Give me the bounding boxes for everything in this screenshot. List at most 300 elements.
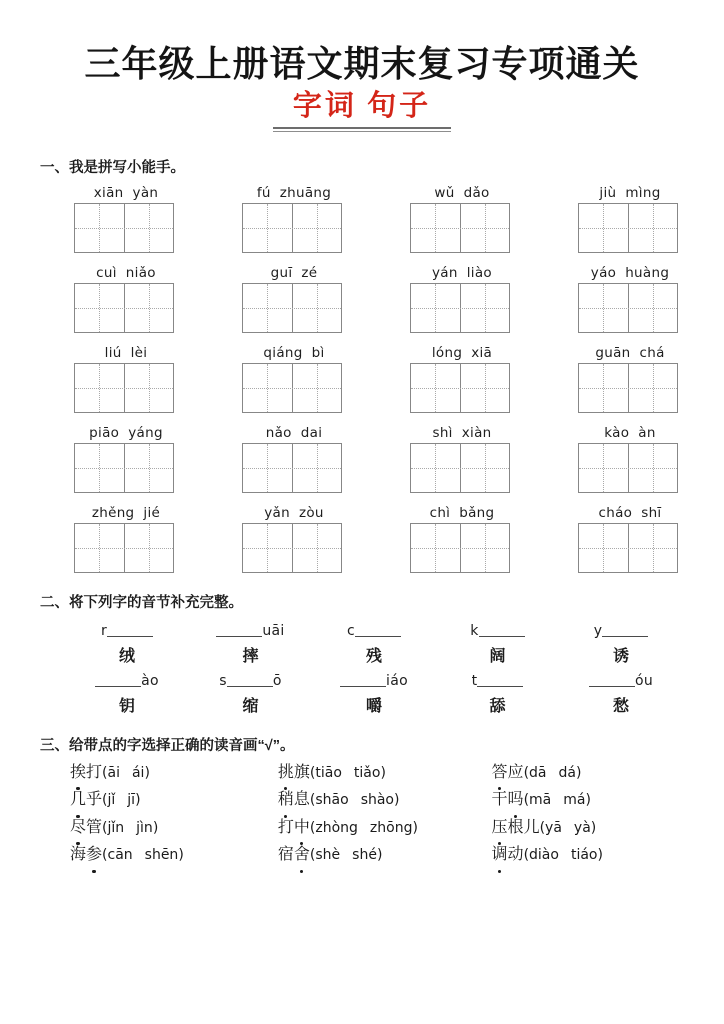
pinyin-syllable: cháo [598,504,633,521]
dotted-character: 压 [492,817,508,839]
tianzige-cell[interactable] [75,444,124,492]
tianzige-writing-grid[interactable] [578,523,678,573]
syllable-blank-line [68,620,186,642]
syllable-blank-line [315,620,433,642]
reading-option[interactable]: zhòng [315,819,358,836]
reading-option[interactable]: āi [107,764,120,781]
pinyin-syllable: kào [604,424,630,441]
reading-word [278,791,310,808]
syllable-blank[interactable] [107,621,153,637]
syllable-item [562,620,680,670]
pinyin-row [40,343,684,413]
tianzige-writing-grid[interactable] [410,203,510,253]
pinyin-label [410,423,514,443]
paren-open: ( [523,792,530,809]
pinyin-word-item [242,503,346,573]
paren-open: ( [309,819,316,836]
reading-option[interactable]: dá [558,764,576,781]
reading-option[interactable]: shè [315,847,341,864]
reading-option[interactable]: jǐ [107,792,116,809]
syllable-item [68,620,186,670]
tianzige-cell[interactable] [579,284,628,332]
syllable-row [40,620,684,670]
reading-row [70,844,684,866]
pinyin-syllable: fú [256,184,271,201]
reading-word [492,764,524,781]
tianzige-cell[interactable] [411,284,460,332]
pinyin-syllable: chá [639,344,665,361]
reading-option[interactable]: diào [529,847,559,864]
syllable-blank-line [315,670,433,692]
reading-option[interactable]: má [563,792,586,809]
syllable-blank[interactable] [479,621,525,637]
reading-word [70,764,102,781]
pinyin-word-item [242,423,346,493]
syllable-prefix: c [347,622,355,639]
pinyin-syllable: liào [466,264,492,281]
tianzige-cell[interactable] [292,204,342,252]
pinyin-label [578,503,682,523]
pinyin-word-item [578,503,682,573]
pinyin-word-item [410,183,514,253]
syllable-hanzi: 缩 [242,697,259,715]
dotted-character: 调 [492,844,508,866]
syllable-prefix: t [471,672,478,689]
syllable-hanzi: 摔 [242,647,259,665]
syllable-hanzi: 舔 [489,697,506,715]
reading-option[interactable]: shé [352,847,377,864]
pinyin-syllable: bǎng [459,504,495,521]
reading-choice-item [70,762,278,784]
tianzige-cell[interactable] [628,204,678,252]
syllable-row [40,670,684,720]
tianzige-cell[interactable] [75,364,124,412]
paren-close: ) [178,847,184,864]
reading-option[interactable]: dā [529,764,547,781]
syllable-blank[interactable] [95,671,141,687]
pinyin-label [578,343,682,363]
reading-choice-item [492,762,684,784]
tianzige-writing-grid[interactable] [410,363,510,413]
reading-choice-exercise [40,762,684,866]
paren-close: ) [590,819,597,836]
reading-option[interactable]: mā [529,792,552,809]
tianzige-writing-grid[interactable] [578,363,678,413]
pinyin-syllable: huàng [625,264,670,281]
pinyin-row [40,183,684,253]
pinyin-word-item [74,503,178,573]
reading-word [492,846,524,863]
tianzige-cell[interactable] [124,284,174,332]
tianzige-cell[interactable] [124,364,174,412]
word-character: 乎 [86,791,103,809]
pinyin-syllable: zé [301,264,318,281]
syllable-item [192,670,310,720]
reading-option[interactable]: shāo [315,792,349,809]
reading-option[interactable]: shào [360,792,394,809]
subtitle-block [273,90,451,131]
tianzige-cell[interactable] [292,524,342,572]
syllable-blank[interactable] [340,671,386,687]
syllable-blank-line [439,670,557,692]
syllable-blank-line [192,670,310,692]
tianzige-cell[interactable] [124,444,174,492]
tianzige-cell[interactable] [411,364,460,412]
dotted-character: 几 [70,789,86,811]
pinyin-word-item [578,343,682,413]
reading-word [278,819,310,836]
pinyin-syllable: zhěng [91,504,135,521]
reading-options [524,765,582,781]
paren-close: ) [412,819,418,836]
syllable-blank-line [192,620,310,642]
tianzige-cell[interactable] [243,364,292,412]
reading-options [102,820,158,836]
syllable-item [315,670,433,720]
reading-choice-item [278,844,492,866]
reading-word [70,791,102,808]
word-character: 打 [86,763,103,781]
syllable-item [192,620,310,670]
syllable-hanzi: 阔 [489,647,506,665]
pinyin-syllable: àn [638,424,656,441]
syllable-item [439,620,557,670]
tianzige-cell[interactable] [579,444,628,492]
tianzige-cell[interactable] [628,444,678,492]
word-character: 旗 [293,763,310,781]
paren-close: ) [376,847,383,864]
paren-open: ( [523,764,530,781]
reading-word [278,846,310,863]
pinyin-label [242,183,346,203]
word-character: 干 [491,791,508,809]
tianzige-writing-grid[interactable] [242,523,342,573]
word-character: 管 [86,818,103,836]
pinyin-syllable: chì [429,504,451,521]
paren-open: ( [309,764,316,781]
pinyin-label [74,343,178,363]
syllable-suffix: iáo [386,672,408,689]
syllable-prefix: y [593,622,603,639]
syllable-hanzi: 嚼 [365,697,382,715]
reading-options [524,847,603,863]
pinyin-syllable: liú [104,344,122,361]
tianzige-cell[interactable] [628,524,678,572]
paren-close: ) [144,764,150,781]
tianzige-cell[interactable] [292,364,342,412]
pinyin-syllable: dǎo [463,184,490,201]
reading-options [310,820,418,836]
pinyin-syllable: guān [595,344,631,361]
tianzige-cell[interactable] [75,284,124,332]
pinyin-syllable: mìng [625,184,661,201]
pinyin-label [578,423,682,443]
reading-option[interactable]: tiáo [570,847,598,864]
reading-option[interactable]: cān [107,847,133,864]
syllable-blank-line [562,620,680,642]
syllable-blank[interactable] [355,621,401,637]
pinyin-label [578,263,682,283]
pinyin-row [40,423,684,493]
reading-word [70,819,102,836]
reading-option[interactable]: zhōng [369,819,413,836]
pinyin-word-item [74,343,178,413]
reading-choice-item [70,844,278,866]
syllable-hanzi: 残 [365,647,382,665]
tianzige-cell[interactable] [243,284,292,332]
word-character: 宿 [277,846,294,864]
reading-choice-item [70,789,278,811]
pinyin-word-item [242,263,346,333]
pinyin-label [242,423,346,443]
syllable-blank[interactable] [602,621,648,637]
dotted-character: 挨 [70,762,86,784]
paren-open: ( [102,792,108,809]
pinyin-syllable: piāo [89,424,120,441]
pinyin-word-item [410,263,514,333]
pinyin-syllable: jiù [599,184,617,201]
tianzige-cell[interactable] [460,204,510,252]
reading-choice-item [278,789,492,811]
reading-options [310,765,386,781]
tianzige-writing-grid[interactable] [74,363,174,413]
reading-word [492,791,524,808]
tianzige-writing-grid[interactable] [410,523,510,573]
word-character: 息 [293,791,310,809]
pinyin-syllable: guī [270,264,293,281]
pinyin-word-item [410,343,514,413]
reading-option[interactable]: shēn [144,847,179,864]
tianzige-writing-grid[interactable] [578,283,678,333]
dotted-character: 尽 [70,817,86,839]
tianzige-cell[interactable] [243,524,292,572]
pinyin-syllable: xiàn [461,424,492,441]
tianzige-writing-grid[interactable] [410,283,510,333]
pinyin-syllable: zòu [298,504,324,521]
reading-option[interactable]: jìn [136,819,153,836]
word-character: 动 [507,846,524,864]
reading-options [102,792,141,808]
reading-option[interactable]: tiāo [315,764,342,781]
syllable-item [315,620,433,670]
word-character: 根 [507,818,524,836]
syllable-blank-line [439,620,557,642]
tianzige-cell[interactable] [628,364,678,412]
pinyin-word-item [578,183,682,253]
syllable-blank-line [562,670,680,692]
reading-choice-item [492,789,684,811]
reading-option[interactable]: jī [127,792,136,809]
tianzige-cell[interactable] [460,444,510,492]
pinyin-syllable: bì [311,344,325,361]
page-title: 三年级上册语文期末复习专项通关 [84,44,640,84]
title-block [40,0,684,132]
pinyin-label [410,183,514,203]
pinyin-syllable: jié [143,504,161,521]
subtitle-underline [273,127,451,132]
syllable-blank[interactable] [227,671,273,687]
section-1-heading: 一、我是拼写小能手。 [40,159,185,176]
word-character: 儿 [523,818,540,836]
word-character: 海 [70,846,87,864]
tianzige-cell[interactable] [292,284,342,332]
reading-option[interactable]: tiǎo [353,764,381,781]
syllable-hanzi: 绒 [118,647,135,665]
paren-close: ) [135,792,141,809]
pinyin-word-item [578,263,682,333]
paren-open: ( [102,764,108,781]
tianzige-writing-grid[interactable] [578,443,678,493]
section-3-heading: 三、给带点的字选择正确的读音画“√”。 [40,737,295,754]
pinyin-word-item [242,183,346,253]
paren-close: ) [394,792,400,809]
reading-options [102,765,150,781]
syllable-blank-line [68,670,186,692]
pinyin-exercise [40,183,684,573]
reading-options [540,820,597,836]
tianzige-cell[interactable] [124,204,174,252]
pinyin-syllable: yáo [590,264,617,281]
page-subtitle: 字词 句子 [292,90,432,123]
syllable-hanzi: 钥 [118,697,135,715]
syllable-item [562,670,680,720]
tianzige-writing-grid[interactable] [242,363,342,413]
tianzige-cell[interactable] [292,444,342,492]
syllable-prefix: r [100,622,108,639]
pinyin-syllable: niǎo [125,264,156,281]
reading-choice-item [278,817,492,839]
pinyin-syllable: nǎo [265,424,292,441]
paren-open: ( [309,792,316,809]
pinyin-syllable: yàn [132,184,159,201]
reading-option[interactable]: yā [545,819,562,836]
syllable-suffix: ào [141,672,159,689]
reading-choice-item [70,817,278,839]
reading-row [70,789,684,811]
reading-options [310,792,400,808]
tianzige-writing-grid[interactable] [74,523,174,573]
syllable-suffix: ō [272,672,282,689]
pinyin-syllable: shì [432,424,453,441]
pinyin-syllable: xiān [93,184,124,201]
pinyin-row [40,503,684,573]
reading-choice-item [492,844,684,866]
dotted-character: 中 [294,817,310,839]
tianzige-cell[interactable] [411,204,460,252]
tianzige-cell[interactable] [411,524,460,572]
syllable-blank[interactable] [589,671,635,687]
tianzige-cell[interactable] [460,364,510,412]
reading-options [310,847,383,863]
dotted-character: 挑 [278,762,294,784]
tianzige-cell[interactable] [75,204,124,252]
pinyin-label [578,183,682,203]
reading-options [102,847,184,863]
syllable-exercise [40,620,684,720]
tianzige-writing-grid[interactable] [74,203,174,253]
tianzige-writing-grid[interactable] [242,203,342,253]
tianzige-cell[interactable] [75,524,124,572]
tianzige-cell[interactable] [124,524,174,572]
pinyin-label [242,503,346,523]
pinyin-syllable: qiáng [263,344,303,361]
syllable-hanzi: 愁 [612,697,629,715]
tianzige-cell[interactable] [460,284,510,332]
word-character: 应 [507,763,524,781]
pinyin-label [74,183,178,203]
reading-option[interactable]: yà [573,819,591,836]
pinyin-label [242,263,346,283]
pinyin-syllable: dai [300,424,323,441]
pinyin-word-item [578,423,682,493]
reading-option[interactable]: ái [131,764,145,781]
reading-option[interactable]: jǐn [107,819,125,836]
pinyin-syllable: lèi [130,344,148,361]
pinyin-label [410,503,514,523]
tianzige-cell[interactable] [460,524,510,572]
reading-word [492,819,540,836]
pinyin-label [242,343,346,363]
pinyin-word-item [242,343,346,413]
pinyin-word-item [74,263,178,333]
pinyin-syllable: xiā [471,344,493,361]
syllable-blank[interactable] [477,671,523,687]
pinyin-syllable: yán [432,264,458,281]
tianzige-writing-grid[interactable] [74,283,174,333]
paren-close: ) [597,847,603,864]
dotted-character: 参 [86,844,102,866]
tianzige-writing-grid[interactable] [578,203,678,253]
pinyin-syllable: lóng [431,344,463,361]
syllable-blank[interactable] [216,621,262,637]
pinyin-syllable: shī [641,504,662,521]
tianzige-cell[interactable] [243,444,292,492]
paren-open: ( [539,819,546,836]
pinyin-label [410,343,514,363]
word-character: 打 [277,818,294,836]
tianzige-writing-grid[interactable] [242,443,342,493]
tianzige-writing-grid[interactable] [74,443,174,493]
pinyin-syllable: zhuāng [279,184,332,201]
pinyin-label [410,263,514,283]
reading-choice-item [278,762,492,784]
tianzige-writing-grid[interactable] [242,283,342,333]
syllable-suffix: uāi [262,622,285,639]
tianzige-cell[interactable] [243,204,292,252]
reading-word [278,764,310,781]
pinyin-word-item [410,423,514,493]
tianzige-cell[interactable] [579,524,628,572]
pinyin-label [74,423,178,443]
paren-open: ( [309,847,316,864]
tianzige-cell[interactable] [579,364,628,412]
syllable-prefix: s [219,672,227,689]
paren-open: ( [523,847,530,864]
paren-close: ) [380,764,386,781]
paren-open: ( [102,847,108,864]
pinyin-label [74,263,178,283]
tianzige-writing-grid[interactable] [410,443,510,493]
syllable-prefix: k [470,622,479,639]
pinyin-syllable: wǔ [434,184,455,201]
tianzige-cell[interactable] [628,284,678,332]
pinyin-word-item [74,423,178,493]
tianzige-cell[interactable] [579,204,628,252]
dotted-character: 舍 [294,844,310,866]
tianzige-cell[interactable] [411,444,460,492]
reading-row [70,817,684,839]
reading-choice-item [492,817,684,839]
